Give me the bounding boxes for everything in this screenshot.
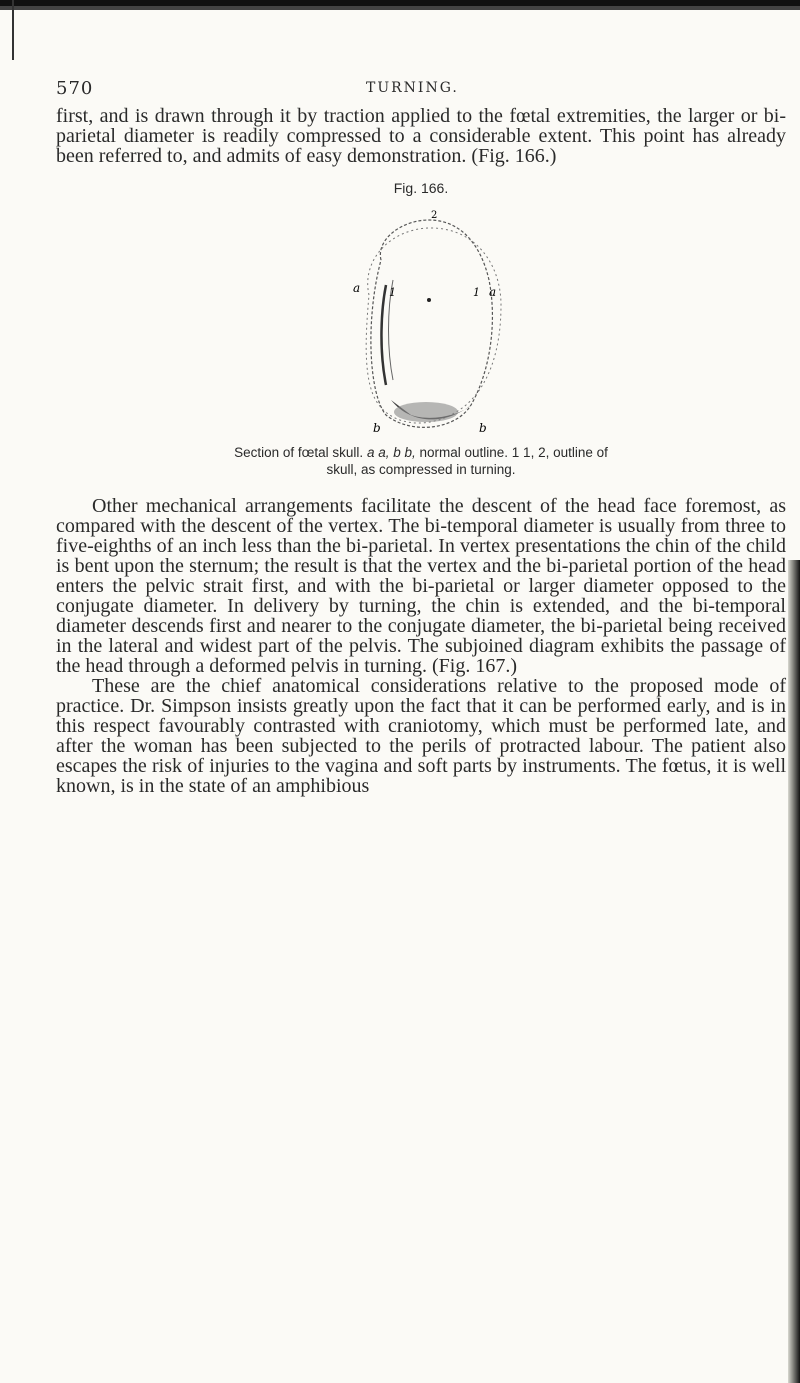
binding-shadow [788, 560, 800, 1383]
page-left-edge [0, 0, 14, 60]
skull-base-shadow [394, 402, 458, 422]
figure-caption [56, 444, 786, 478]
letter-a-right: a [489, 285, 497, 299]
caption-part-3: normal outline. 1 1, 2, outline of [419, 445, 608, 460]
page-header [56, 70, 786, 106]
letter-1-right: 1 [473, 286, 480, 299]
skull-wall-left [381, 285, 386, 385]
paragraph-anatomical-considerations: These are the chief anatomical considerations relative to the proposed mode of practice. Dr. Simpson insists greatly upon the fact that it can be performed early, and is in this respect favourably contrasted with craniotomy, which must be performed late, and after the woman has been subjected to the perils of protracted labour. The patient also escapes the risk of injuries to the vagina and soft parts by instruments. The fœtus, it is well known, is in the state of an amphibious [56, 675, 786, 797]
page-top-shadow [0, 6, 800, 10]
letter-1-left: 1 [389, 286, 396, 299]
letter-a-left: a [353, 281, 361, 295]
paragraph-continuation: first, and is drawn through it by traction applied to the fœtal extremities, the larger or bi-parietal diameter is readily compressed to a considerable extent. This point has already been referred to, and admits of easy demonstration. (Fig. 166.) [56, 105, 786, 167]
caption-part-1: Section of fœtal skull. [234, 445, 364, 460]
foetal-skull-figure [261, 200, 581, 440]
compressed-outline [371, 220, 493, 427]
running-title: TURNING. [366, 80, 459, 96]
book-page [56, 70, 786, 796]
normal-outline [366, 228, 501, 423]
paragraph-mechanical-arrangements: Other mechanical arrangements facilitate the descent of the head face foremost, as compared with the descent of the vertex. The bi-temporal diameter is usually from three to five-eighths of an inch less than the bi-parietal. In vertex presentations the chin of the child is bent upon the sternum; the result is that the vertex and the bi-parietal portion of the head enters the pelvic strait first, and with the bi-parietal or larger diameter opposed to the conjugate diameter. In delivery by turning, the chin is extended, and the bi-temporal diameter descends first and nearer to the conjugate diameter, the bi-parietal being received in the lateral and widest part of the pelvis. The subjoined diagram exhibits the passage of the head through a deformed pelvis in turning. (Fig. 167.) [56, 495, 786, 677]
centre-dot [427, 298, 431, 302]
caption-part-2: a a, b b, [366, 445, 416, 460]
letter-b-left: b [373, 421, 381, 435]
caption-line-2: skull, as compressed in turning. [326, 462, 516, 477]
letter-2: 2 [431, 210, 438, 221]
page-number: 570 [56, 78, 94, 99]
figure-label: Fig. 166. [393, 180, 449, 196]
letter-b-right: b [479, 421, 487, 435]
